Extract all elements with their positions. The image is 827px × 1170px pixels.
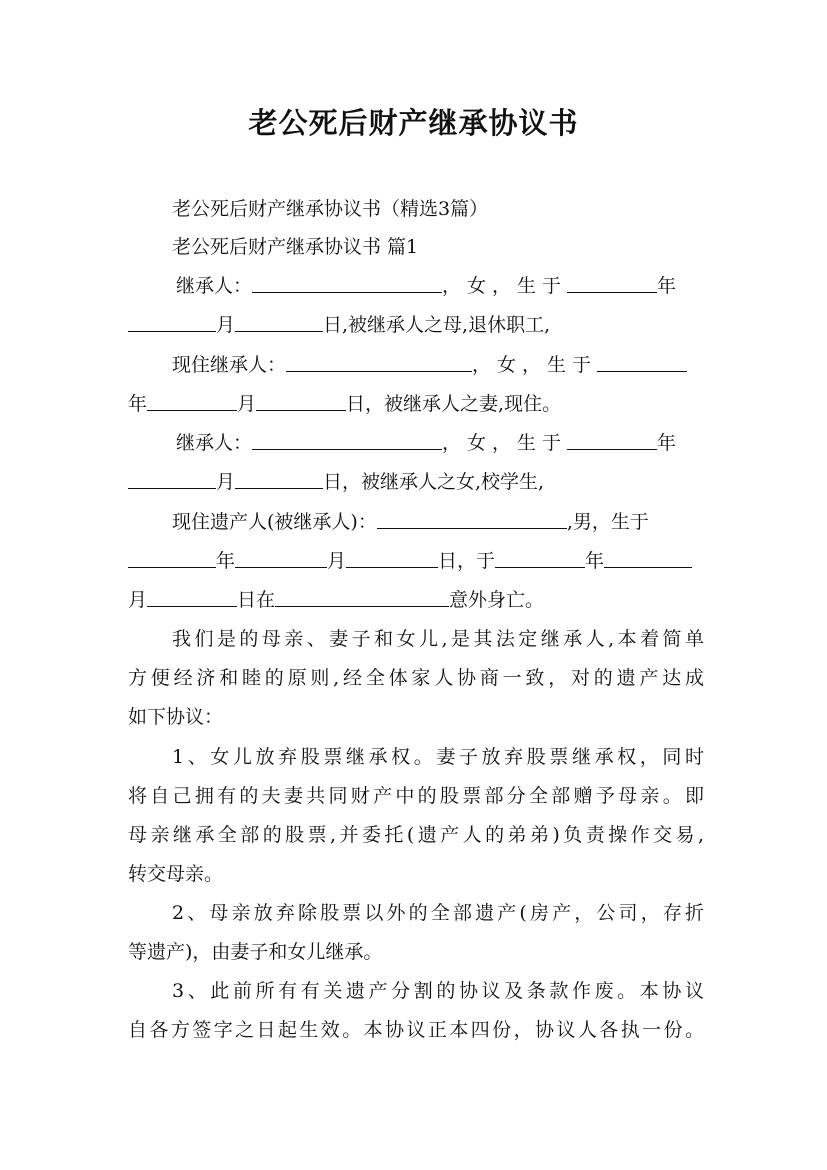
clause1-line: 1、女儿放弃股票继承权。妻子放弃股票继承权，同时	[172, 746, 704, 768]
deceased-line3: 月 日在 意外身亡。	[128, 581, 704, 619]
blank-field	[597, 351, 687, 372]
deceased-line2: 年 月 日，于 年	[128, 542, 704, 580]
blank-field	[235, 468, 323, 489]
blank-field	[147, 586, 237, 607]
clause3-line: 3、此前所有有关遗产分割的协议及条款作废。本协议	[172, 980, 704, 1002]
blank-field	[235, 547, 327, 568]
blank-field	[567, 272, 657, 293]
heir2-line2: 年 月 日，被继承人之妻,现住。	[128, 385, 704, 423]
heir1-line2: 月 日,被继承人之母,退休职工,	[128, 306, 704, 344]
clause1-line: 母亲继承全部的股票,并委托(遗产人的弟弟)负责操作交易,	[128, 824, 704, 846]
paragraph-line: 我们是的母亲、妻子和女儿,是其法定继承人,本着简单	[172, 628, 704, 650]
blank-field	[252, 272, 442, 293]
heir1-line1: 继承人： ，女，生于 年	[176, 267, 704, 305]
heir3-line1: 继承人： ，女，生于 年	[176, 424, 704, 462]
blank-field	[346, 547, 438, 568]
clause2-line: 等遗产)，由妻子和女儿继承。	[128, 941, 383, 963]
blank-field	[147, 390, 237, 411]
blank-field	[128, 468, 216, 489]
blank-field	[252, 429, 442, 450]
deceased-line1: 现住遗产人(被继承人)： ,男，生于	[172, 503, 704, 541]
blank-field	[286, 351, 472, 372]
blank-field	[377, 508, 567, 529]
blank-field	[128, 547, 216, 568]
clause1-line: 转交母亲。	[128, 863, 224, 885]
heir3-line2: 月 日，被继承人之女,校学生,	[128, 463, 704, 501]
clause3-line: 自各方签字之日起生效。本协议正本四份，协议人各执一份。	[128, 1019, 704, 1041]
document-title: 老公死后财产继承协议书	[248, 106, 579, 140]
chapter-heading: 老公死后财产继承协议书 篇1	[172, 236, 419, 258]
blank-field	[495, 547, 585, 568]
subtitle: 老公死后财产继承协议书（精选3篇）	[172, 198, 489, 220]
paragraph-line: 方便经济和睦的原则,经全体家人协商一致，对的遗产达成	[128, 667, 704, 689]
paragraph-line: 如下协议：	[128, 706, 224, 728]
clause1-line: 将自己拥有的夫妻共同财产中的股票部分全部赠予母亲。即	[128, 785, 704, 807]
blank-field	[128, 311, 216, 332]
blank-field	[256, 390, 346, 411]
blank-field	[604, 547, 692, 568]
heir2-line1: 现住继承人： ，女，生于	[172, 346, 704, 384]
clause2-line: 2、母亲放弃除股票以外的全部遗产(房产，公司，存折	[172, 902, 704, 924]
blank-field	[275, 586, 449, 607]
blank-field	[567, 429, 657, 450]
blank-field	[235, 311, 323, 332]
